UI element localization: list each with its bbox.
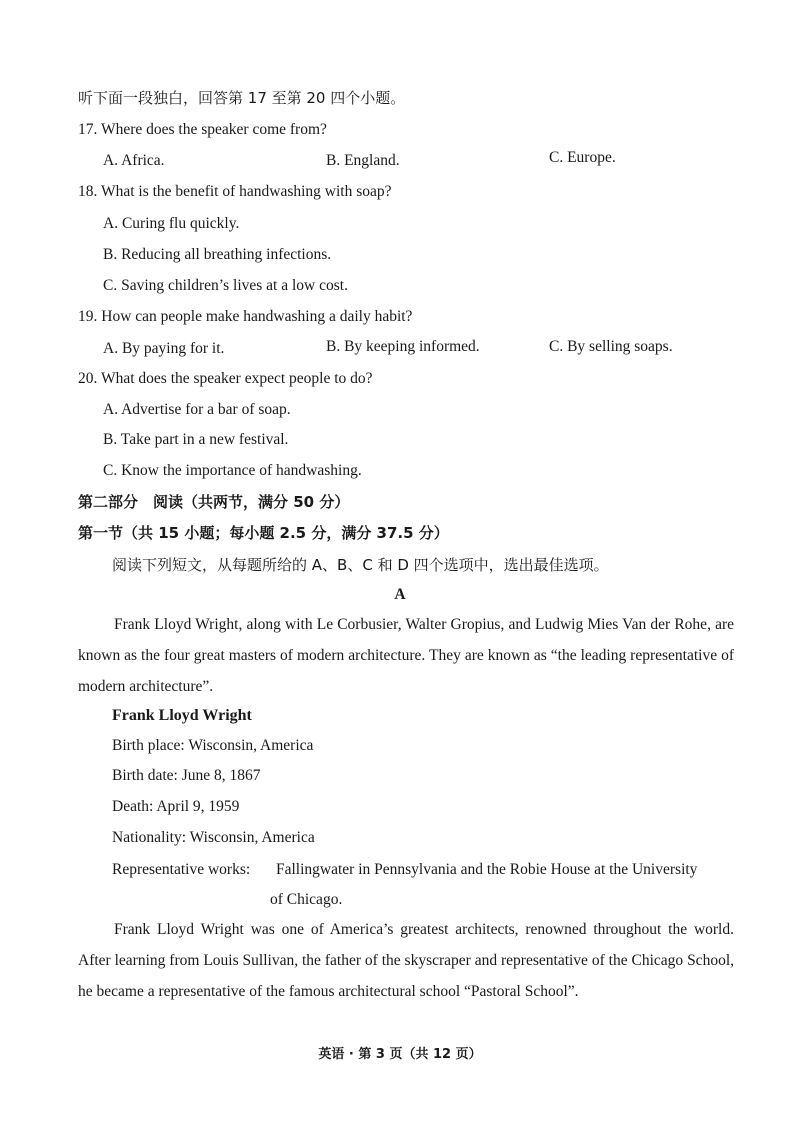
- question-17-stem: 17. Where does the speaker come from?: [78, 121, 327, 138]
- profile-birth-date: Birth date: June 8, 1867: [112, 767, 261, 784]
- question-17-option-a: A. Africa.: [103, 152, 165, 169]
- listening-instruction: 听下面一段独白，回答第 17 至第 20 四个小题。: [78, 89, 406, 107]
- question-18-option-c: C. Saving children’s lives at a low cost.: [103, 277, 348, 294]
- profile-works-label: Representative works:: [112, 861, 251, 878]
- reading-section-title: 第一节（共 15 小题；每小题 2.5 分，满分 37.5 分）: [78, 524, 449, 542]
- question-19-option-a: A. By paying for it.: [103, 340, 225, 357]
- profile-nationality: Nationality: Wisconsin, America: [112, 829, 315, 846]
- page-footer: 英语 · 第 3 页（共 12 页）: [318, 1047, 482, 1062]
- question-20-option-b: B. Take part in a new festival.: [103, 431, 289, 448]
- profile-death: Death: April 9, 1959: [112, 798, 240, 815]
- profile-works-line1: Fallingwater in Pennsylvania and the Robie House at the University: [276, 861, 698, 878]
- question-18-stem: 18. What is the benefit of handwashing with soap?: [78, 183, 392, 200]
- question-18-option-a: A. Curing flu quickly.: [103, 215, 240, 232]
- question-20-option-a: A. Advertise for a bar of soap.: [103, 401, 291, 418]
- question-18-option-b: B. Reducing all breathing infections.: [103, 246, 332, 263]
- question-20-stem: 20. What does the speaker expect people to do?: [78, 370, 373, 387]
- body-paragraph: Frank Lloyd Wright was one of America’s greatest architects, renowned throughout the world. After learning from Louis Sullivan, the father of the skyscraper and representative of the Chicago School, he became a representative of the famous architectural school “Pastoral School”.: [78, 921, 734, 1000]
- profile-name: Frank Lloyd Wright: [112, 707, 252, 724]
- profile-works-line2: of Chicago.: [270, 891, 343, 908]
- question-19-stem: 19. How can people make handwashing a daily habit?: [78, 308, 413, 325]
- reading-part-title: 第二部分 阅读（共两节，满分 50 分）: [78, 493, 350, 511]
- reading-directions: 阅读下列短文，从每题所给的 A、B、C 和 D 四个选项中，选出最佳选项。: [112, 556, 609, 574]
- passage-label: A: [394, 586, 406, 603]
- question-17-option-c: C. Europe.: [549, 149, 616, 166]
- question-19-option-b: B. By keeping informed.: [326, 338, 480, 355]
- question-20-option-c: C. Know the importance of handwashing.: [103, 462, 362, 479]
- question-19-option-c: C. By selling soaps.: [549, 338, 673, 355]
- question-17-option-b: B. England.: [326, 152, 400, 169]
- intro-paragraph: Frank Lloyd Wright, along with Le Corbusier, Walter Gropius, and Ludwig Mies Van der Rohe, are known as the four great masters of modern architecture. They are known as “the leading representative of modern architecture”.: [78, 616, 734, 695]
- profile-birth-place: Birth place: Wisconsin, America: [112, 737, 314, 754]
